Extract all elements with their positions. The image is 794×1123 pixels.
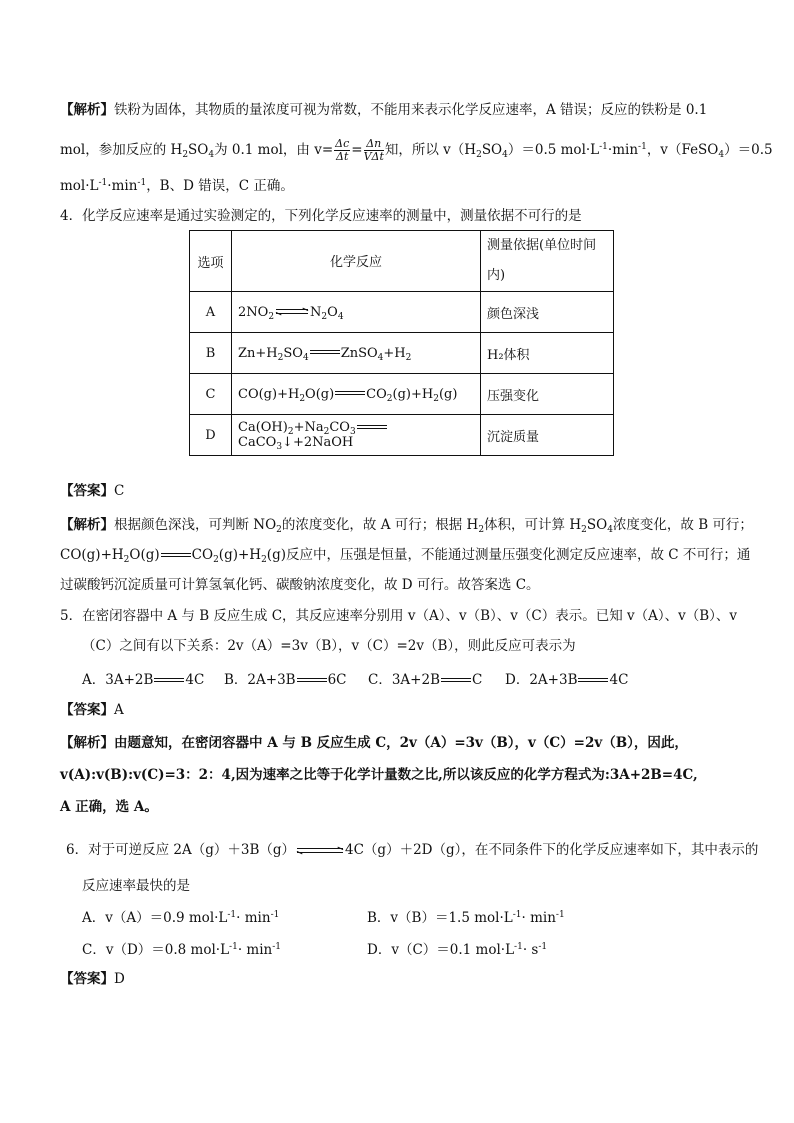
q4-analysis-line-2: $CO(g)+H_2O(g)$ $CO_2(g)+H_2(g)$反应中，压强是恒量，不能通过测量压强变化测定反应速率，故 C 不可行；通 [60,547,751,565]
equal-sign-icon [161,553,191,559]
q6-answer: 【答案】D [60,971,125,987]
q5-option-d: D．2A+3B 4C [505,672,629,688]
reaction-b: $Zn+H_2SO_4$ $ZnSO_4+H_2$ [232,333,481,374]
equal-sign-icon [335,391,365,397]
table-row: D $Ca(OH)_2+Na_2CO_3$ CaCO$_3$↓+2NaOH 沉淀质量 [190,415,614,456]
q5-option-b: B．2A+3B 6C [224,672,347,688]
q4-analysis-line-1: 【解析】根据颜色深浅，可判断 $NO_2$的浓度变化，故 A 可行；根据 $H_2$体积，可计算 $H_2SO_4$浓度变化，故 B 可行； [60,517,753,535]
q5-answer: 【答案】A [60,702,124,718]
q4-answer: 【答案】C [60,483,125,499]
table-row: A $2NO_2$ $N_2O_4$ 颜色深浅 [190,292,614,333]
header-option: 选项 [190,231,232,292]
q5-option-c: C．3A+2B C [368,672,483,688]
q3-analysis-line-1: 【解析】铁粉为固体，其物质的量浓度可视为常数，不能用来表示化学反应速率，A 错误；反应的铁粉是 0.1 [60,102,708,118]
fraction-dc-dt: $\frac{\Delta c}{\Delta t}$ [335,137,350,163]
reversible-arrow-icon [297,847,343,855]
fraction-dn-vdt: $\frac{\Delta n}{\text{VΔt}}$ [363,137,384,163]
q6-option-c: C．v（D）＝0.8 $mol\cdot L^{-1}\cdot \min^{-1}$ [82,942,282,958]
q5-option-a: A．3A+2B 4C [82,672,205,688]
q5-analysis-line-2: v(A):v(B):v(C)=3：2：4,因为速率之比等于化学计量数之比,所以该反应的化学方程式为:3A+2B=4C, [60,767,698,783]
q3-analysis-line-3: $mol\cdot L^{-1}\cdot\min^{-1}$，B、D 错误，C 正确。 [60,178,294,194]
q3-analysis-line-2: mol，参加反应的 $H_2SO_4$为 0.1 mol，由 v= $\frac{\Delta c}{\Delta t}$ = $\frac{\Delta n}{\text{VΔt}}$ 知，所以 $v(H_2SO_4)=0.5$ $mol\cdot L^{-1}\cdot\min^{-1}$，v（FeSO$_4$）＝0.5 [60,137,773,163]
q6-option-a: A．v（A）＝0.9 $mol\cdot L^{-1}\cdot \min^{-1}$ [82,910,280,926]
analysis-tag: 【解析】 [60,102,114,118]
q5-stem-line-1: 5．在密闭容器中 A 与 B 反应生成 C，其反应速率分别用 v（A）、v（B）、v（C）表示。已知 v（A）、v（B）、v [60,608,738,624]
header-reaction: 化学反应 [232,231,481,292]
equal-sign-icon [310,350,340,356]
q4-analysis-line-3: 过碳酸钙沉淀质量可计算氢氧化钙、碳酸钠浓度变化，故 D 可行。故答案选 C。 [60,577,540,593]
q5-analysis-line-1: 【解析】由题意知，在密闭容器中 A 与 B 反应生成 C，2v（A）=3v（B），v（C）=2v（B），因此， [60,735,688,751]
reversible-arrow-icon [276,308,308,316]
table-header-row [190,231,614,292]
reaction-c: $CO(g)+H_2O(g)$ $CO_2(g)+H_2(g)$ [232,374,481,415]
q4-table [189,230,614,456]
q6-stem-line-2: 反应速率最快的是 [82,878,190,894]
table-row: B $Zn+H_2SO_4$ $ZnSO_4+H_2$ H₂体积 [190,333,614,374]
q5-stem-line-2: （C）之间有以下关系：2v（A）=3v（B），v（C）=2v（B），则此反应可表示为 [82,638,576,654]
q6-stem-line-1: 6．对于可逆反应 2A（g）＋3B（g） 4C（g）＋2D（g），在不同条件下的化学反应速率如下，其中表示的 [66,842,759,858]
header-basis: 测量依据(单位时间内) [481,231,614,292]
q6-option-b: B．v（B）＝1.5 $mol\cdot L^{-1}\cdot \min^{-1}$ [367,910,565,926]
q5-analysis-line-3: A 正确，选 A。 [60,799,158,815]
q4-stem: 4．化学反应速率是通过实验测定的，下列化学反应速率的测量中，测量依据不可行的是 [60,208,582,224]
q6-option-d: D．v（C）＝0.1 $mol\cdot L^{-1}\cdot s^{-1}$ [367,942,548,958]
equal-sign-icon [357,425,387,431]
reaction-a: $2NO_2$ $N_2O_4$ [232,292,481,333]
table-row: C $CO(g)+H_2O(g)$ $CO_2(g)+H_2(g)$ 压强变化 [190,374,614,415]
reaction-d: $Ca(OH)_2+Na_2CO_3$ CaCO$_3$↓+2NaOH [232,415,481,456]
